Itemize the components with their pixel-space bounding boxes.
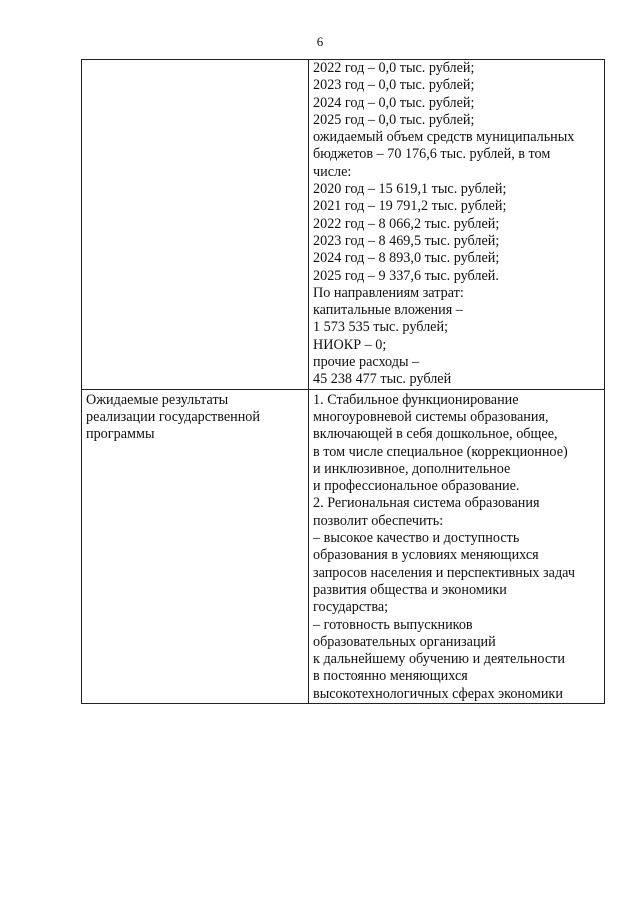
funding-line: 1 573 535 тыс. рублей; xyxy=(313,319,449,336)
results-line: – высокое качество и доступность xyxy=(313,530,520,547)
funding-line: НИОКР – 0; xyxy=(313,336,387,353)
funding-line: По направлениям затрат: xyxy=(313,284,464,301)
row-results-label-cell xyxy=(82,389,309,703)
results-line: и профессиональное образование. xyxy=(313,478,520,495)
results-line: 2. Региональная система образования xyxy=(313,495,540,512)
funding-line: 45 238 477 тыс. рублей xyxy=(313,371,452,388)
results-line: многоуровневой системы образования, xyxy=(313,408,549,425)
results-label-line: Ожидаемые результаты xyxy=(86,391,229,408)
row-results-value-cell xyxy=(309,389,605,703)
results-line: к дальнейшему обучению и деятельности xyxy=(313,651,565,668)
funding-line: капитальные вложения – xyxy=(313,302,463,319)
row-funding-label xyxy=(82,60,308,62)
page-number: 6 xyxy=(316,34,324,49)
funding-line: 2022 год – 8 066,2 тыс. рублей; xyxy=(313,215,500,232)
results-line: образовательных организаций xyxy=(313,633,496,650)
funding-line: 2020 год – 15 619,1 тыс. рублей; xyxy=(313,181,507,198)
results-label-line: реализации государственной xyxy=(86,408,260,425)
funding-line: 2023 год – 0,0 тыс. рублей; xyxy=(313,77,475,94)
results-line: высокотехнологичных сферах экономики xyxy=(313,685,563,702)
results-line: образования в условиях меняющихся xyxy=(313,547,539,564)
funding-line: числе: xyxy=(313,163,352,180)
results-line: и инклюзивное, дополнительное xyxy=(313,460,511,477)
results-line: в постоянно меняющихся xyxy=(313,668,468,685)
funding-line: 2024 год – 8 893,0 тыс. рублей; xyxy=(313,250,500,267)
results-line: – готовность выпускников xyxy=(313,616,473,633)
funding-line: 2025 год – 0,0 тыс. рублей; xyxy=(313,111,475,128)
funding-line: 2023 год – 8 469,5 тыс. рублей; xyxy=(313,232,500,249)
results-line: государства; xyxy=(313,599,389,616)
results-line: 1. Стабильное функционирование xyxy=(313,391,519,408)
table-row-expected-results xyxy=(82,389,605,703)
results-line: позволит обеспечить: xyxy=(313,512,444,529)
table-row-funding xyxy=(82,60,605,390)
results-line: запросов населения и перспективных задач xyxy=(313,564,576,581)
results-label-line: программы xyxy=(86,426,155,443)
funding-line: ожидаемый объем средств муниципальных xyxy=(313,129,575,146)
funding-line: бюджетов – 70 176,6 тыс. рублей, в том xyxy=(313,146,551,163)
funding-line: 2024 год – 0,0 тыс. рублей; xyxy=(313,94,475,111)
row-funding-value-cell xyxy=(309,60,605,390)
results-lines xyxy=(309,390,604,703)
funding-line: 2025 год – 9 337,6 тыс. рублей. xyxy=(313,267,499,284)
row-funding-label-cell xyxy=(82,60,309,390)
funding-lines xyxy=(309,60,604,389)
funding-line: прочие расходы – xyxy=(313,354,420,371)
results-label xyxy=(82,390,308,444)
funding-line: 2022 год – 0,0 тыс. рублей; xyxy=(313,60,475,76)
funding-line: 2021 год – 19 791,2 тыс. рублей; xyxy=(313,198,507,215)
results-line: включающей в себя дошкольное, общее, xyxy=(313,426,558,443)
results-line: развития общества и экономики xyxy=(313,581,507,598)
results-line: в том числе специальное (коррекционное) xyxy=(313,443,568,460)
program-passport-table xyxy=(81,59,605,704)
